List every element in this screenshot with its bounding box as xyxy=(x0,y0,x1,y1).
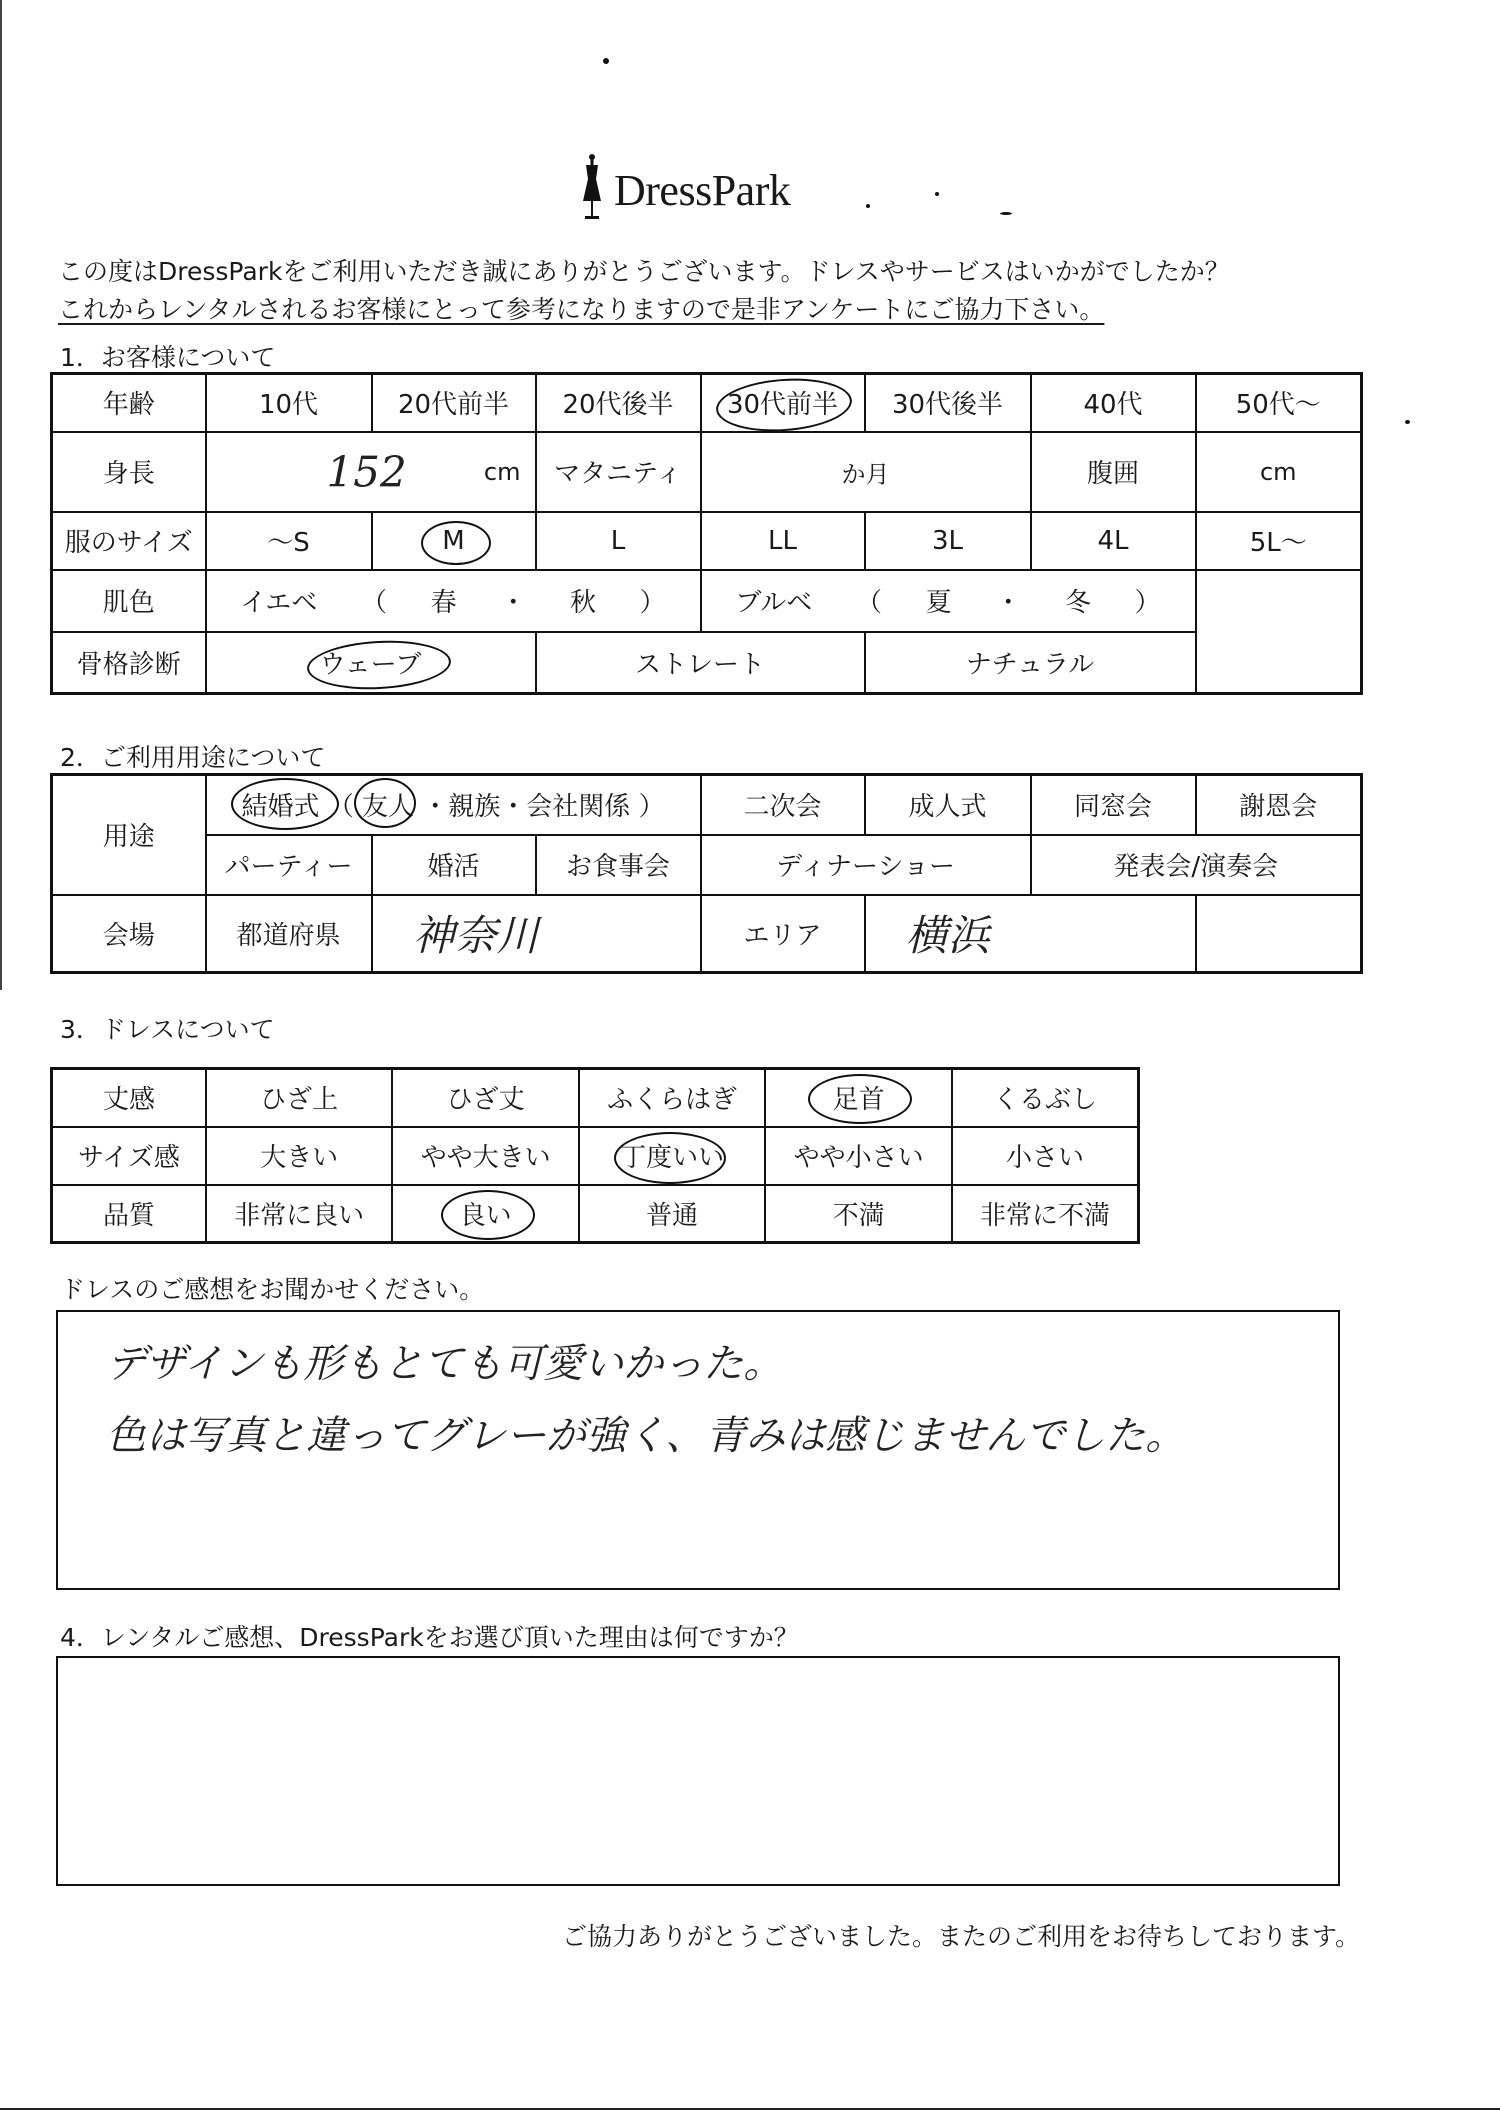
length-option[interactable]: くるぶし xyxy=(952,1069,1139,1127)
purpose-option[interactable]: お食事会 xyxy=(536,835,701,895)
length-option[interactable]: ひざ上 xyxy=(206,1069,393,1127)
prefecture-field[interactable] xyxy=(372,895,701,973)
frame-option-label: ウェーブ xyxy=(319,649,422,680)
comment-line-1: デザインも形もとても可愛いかった。 xyxy=(106,1341,784,1387)
intro-request: これからレンタルされるお客様にとって参考になりますので是非アンケートにご協力下さい。 xyxy=(58,295,1105,324)
length-row xyxy=(52,1069,1139,1127)
frame-option[interactable]: ナチュラル xyxy=(865,632,1196,694)
fit-label: サイズ感 xyxy=(52,1127,206,1185)
purpose-row-1 xyxy=(52,775,1362,835)
paren: ） xyxy=(638,792,665,823)
purpose-wedding[interactable] xyxy=(241,786,319,823)
size-row xyxy=(52,512,1362,570)
scan-speck xyxy=(866,204,870,208)
purpose-option[interactable]: 同窓会 xyxy=(1031,775,1196,835)
age-option-label: 30代前半 xyxy=(726,390,839,421)
purpose-option[interactable]: 発表会/演奏会 xyxy=(1031,835,1362,895)
quality-option-selected[interactable] xyxy=(392,1185,579,1243)
prefecture-value: 神奈川 xyxy=(412,911,539,961)
scan-speck xyxy=(603,58,609,64)
scan-speck xyxy=(1405,420,1410,424)
purpose-option[interactable]: ディナーショー xyxy=(701,835,1031,895)
length-option[interactable]: ひざ丈 xyxy=(392,1069,579,1127)
height-value: 152 xyxy=(326,447,407,496)
empty-cell xyxy=(1196,632,1362,694)
skin-yellow: イエベ xyxy=(240,588,318,618)
comment-line-2: 色は写真と違ってグレーが強く、青みは感じませんでした。 xyxy=(106,1413,1186,1459)
quality-option[interactable]: 不満 xyxy=(765,1185,952,1243)
brand-name: DressPark xyxy=(614,165,791,215)
separator: ・ xyxy=(995,588,1022,618)
page-bottom-line xyxy=(0,2108,1500,2110)
fit-option[interactable]: やや大きい xyxy=(392,1127,579,1185)
purpose-row-2 xyxy=(52,835,1362,895)
skin-label: 肌色 xyxy=(52,570,206,632)
size-option[interactable]: 5L～ xyxy=(1196,512,1362,570)
size-option[interactable]: 4L xyxy=(1031,512,1196,570)
fit-option-label: 丁度いい xyxy=(620,1143,725,1173)
skin-blue: ブルベ xyxy=(735,588,813,618)
paren: ） xyxy=(1134,588,1161,618)
intro-text: この度はDressParkをご利用いただき誠にありがとうございます。ドレスやサービスはいかがでしたか？ xyxy=(58,257,1230,286)
area-field[interactable] xyxy=(865,895,1196,973)
fit-option[interactable]: 小さい xyxy=(952,1127,1139,1185)
size-label: 服のサイズ xyxy=(52,512,206,570)
purpose-option[interactable]: 謝恩会 xyxy=(1196,775,1362,835)
age-option[interactable]: 20代前半 xyxy=(372,374,536,432)
length-option-label: 足首 xyxy=(832,1085,885,1116)
frame-label: 骨格診断 xyxy=(52,632,206,694)
page-edge-line xyxy=(0,0,2,990)
comments-box[interactable] xyxy=(56,1310,1340,1590)
waist-unit: cm xyxy=(1259,457,1297,486)
size-option-selected[interactable] xyxy=(372,512,536,570)
skin-blue-field[interactable] xyxy=(701,570,1196,632)
purpose-option[interactable]: 婚活 xyxy=(372,835,536,895)
section1-title: 1．お客様について xyxy=(60,343,276,372)
purpose-friend[interactable] xyxy=(362,786,414,823)
dress-mannequin-icon xyxy=(580,153,604,227)
height-field[interactable] xyxy=(206,432,536,512)
frame-row xyxy=(52,632,1362,694)
skin-yellow-field[interactable] xyxy=(206,570,701,632)
purpose-wedding-group xyxy=(206,775,701,835)
maternity-unit: か月 xyxy=(841,460,890,488)
brand-logo xyxy=(580,150,790,230)
purpose-option[interactable]: 成人式 xyxy=(865,775,1031,835)
height-row xyxy=(52,432,1362,512)
size-option-label: M xyxy=(442,525,465,556)
footer-thanks: ご協力ありがとうございました。またのご利用をお待ちしております。 xyxy=(561,1922,1360,1951)
waist-label: 腹囲 xyxy=(1031,432,1196,512)
comments-title: ドレスのご感想をお聞かせください。 xyxy=(60,1275,485,1304)
height-label: 身長 xyxy=(52,432,206,512)
size-option[interactable]: 3L xyxy=(865,512,1031,570)
quality-option[interactable]: 非常に良い xyxy=(206,1185,393,1243)
length-option-selected[interactable] xyxy=(765,1069,952,1127)
area-value: 横浜 xyxy=(905,911,990,961)
skin-yellow-options xyxy=(207,582,700,619)
quality-label: 品質 xyxy=(52,1185,206,1243)
area-label: エリア xyxy=(701,895,865,973)
section2-title: 2．ご利用用途について xyxy=(60,743,326,772)
waist-field[interactable] xyxy=(1196,432,1362,512)
age-option[interactable]: 50代～ xyxy=(1196,374,1362,432)
length-label: 丈感 xyxy=(52,1069,206,1127)
reason-box[interactable] xyxy=(56,1656,1340,1886)
size-option[interactable]: LL xyxy=(701,512,865,570)
fit-option-selected[interactable] xyxy=(579,1127,766,1185)
frame-option-selected[interactable] xyxy=(206,632,536,694)
prefecture-label: 都道府県 xyxy=(206,895,372,973)
frame-option[interactable]: ストレート xyxy=(536,632,865,694)
age-option[interactable]: 30代後半 xyxy=(865,374,1031,432)
skin-blue-options xyxy=(702,582,1195,619)
paren: （ xyxy=(327,792,354,823)
size-option[interactable]: L xyxy=(536,512,701,570)
quality-option-label: 良い xyxy=(459,1200,512,1231)
age-label: 年齢 xyxy=(52,374,206,432)
maternity-label: マタニティ xyxy=(536,432,701,512)
purpose-option[interactable]: パーティー xyxy=(206,835,372,895)
paren: （ xyxy=(360,588,387,618)
empty-cell xyxy=(1196,895,1362,973)
paren: （ xyxy=(855,588,882,618)
fit-option[interactable]: やや小さい xyxy=(765,1127,952,1185)
separator: ・ xyxy=(500,588,527,618)
skin-row xyxy=(52,570,1362,632)
purpose-wedding-label: 結婚式 xyxy=(241,792,320,823)
age-option-selected[interactable] xyxy=(701,374,865,432)
size-option[interactable]: ～S xyxy=(206,512,372,570)
skin-spring[interactable]: 春 xyxy=(430,588,457,618)
quality-option[interactable]: 普通 xyxy=(579,1185,766,1243)
scan-speck xyxy=(1000,212,1012,215)
skin-winter[interactable]: 冬 xyxy=(1064,588,1091,618)
venue-row xyxy=(52,895,1362,973)
section3-title: 3．ドレスについて xyxy=(60,1015,275,1044)
usage-table xyxy=(50,773,1363,974)
maternity-field[interactable] xyxy=(701,432,1031,512)
empty-cell xyxy=(1196,570,1362,632)
purpose-option[interactable]: 二次会 xyxy=(701,775,865,835)
fit-option[interactable]: 大きい xyxy=(206,1127,393,1185)
quality-option[interactable]: 非常に不満 xyxy=(952,1185,1139,1243)
scan-speck xyxy=(935,192,939,196)
age-option[interactable]: 40代 xyxy=(1031,374,1196,432)
dress-table xyxy=(50,1067,1140,1244)
purpose-others[interactable]: ・親族・会社関係 xyxy=(422,792,631,823)
paren: ） xyxy=(639,588,666,618)
age-option[interactable]: 10代 xyxy=(206,374,372,432)
quality-row xyxy=(52,1185,1139,1243)
skin-autumn[interactable]: 秋 xyxy=(569,588,596,618)
age-option[interactable]: 20代後半 xyxy=(536,374,701,432)
skin-summer[interactable]: 夏 xyxy=(925,588,952,618)
fit-row xyxy=(52,1127,1139,1185)
height-unit: cm xyxy=(483,457,521,486)
age-row xyxy=(52,374,1362,432)
section4-title: 4．レンタルご感想、DressParkをお選び頂いた理由は何ですか？ xyxy=(60,1623,799,1652)
length-option[interactable]: ふくらはぎ xyxy=(579,1069,766,1127)
customer-info-table xyxy=(50,372,1363,695)
purpose-friend-label: 友人 xyxy=(362,792,415,823)
purpose-label: 用途 xyxy=(52,775,206,895)
venue-label: 会場 xyxy=(52,895,206,973)
